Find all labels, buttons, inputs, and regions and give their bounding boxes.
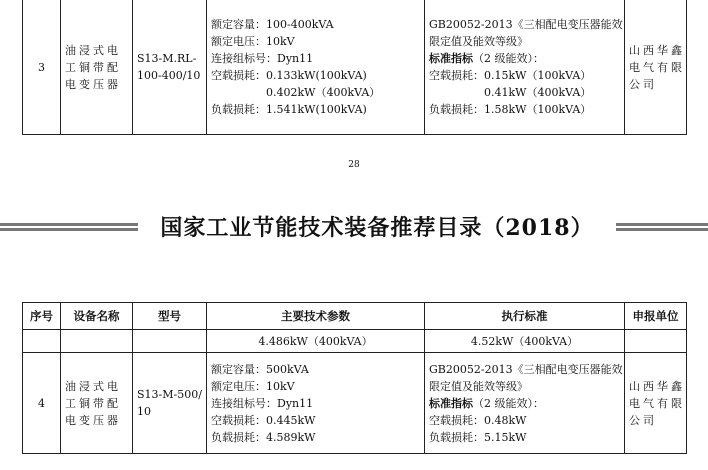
standard-label: 标准指标: [429, 396, 473, 410]
header-index: 序号: [23, 303, 61, 330]
table-header-row: [23, 303, 687, 330]
equipment-table-part1: [22, 0, 687, 135]
applicant-cell: 山西华鑫 电气有限 公司: [625, 0, 687, 135]
params-cell: 额定容量：500kVA 额定电压：10kV 连接组标号：Dyn11 空载损耗：0.445kW 负载损耗：4.589kW: [207, 353, 425, 454]
params-cell: 4.486kW（400kVA）: [207, 330, 425, 353]
table-row: [23, 353, 687, 454]
header-rule-right: [616, 223, 708, 231]
header-standard: 执行标准: [425, 303, 625, 330]
row-index: 3: [23, 0, 61, 135]
document-title: 国家工业节能技术装备推荐目录（2018）: [160, 215, 594, 241]
model-cell: S13-M.RL- 100-400/10: [133, 0, 207, 135]
standard-cell: GB20052-2013《三相配电变压器能效 限定值及能效等级》 标准指标（2 级能效）： 空载损耗：0.48kW 负载损耗：5.15kW: [425, 353, 625, 454]
row-index: 4: [23, 353, 61, 454]
standard-cell: GB20052-2013《三相配电变压器能效 限定值及能效等级》 标准指标（2 级能效）： 空载损耗：0.15kW（100kVA） 0.41kW（400kVA） 负载损耗：1.58kW（100kVA）: [425, 0, 625, 135]
equipment-name: 油浸式电 工铜带配 电变压器: [61, 353, 133, 454]
table-row: [23, 0, 687, 135]
params-cell: 额定容量：100-400kVA 额定电压：10kV 连接组标号：Dyn11 空载损耗：0.133kW(100kVA) 0.402kW（400kVA） 负载损耗：1.541kW(100kVA): [207, 0, 425, 135]
document-header: [0, 208, 708, 248]
header-rule-left: [0, 223, 138, 231]
header-model: 型号: [133, 303, 207, 330]
header-main-params: 主要技术参数: [207, 303, 425, 330]
equipment-name: 油浸式电 工铜带配 电变压器: [61, 0, 133, 135]
applicant-cell: 山西华鑫 电气有限 公司: [625, 353, 687, 454]
page-number: 28: [348, 160, 360, 170]
standard-cell: 4.52kW（400kVA）: [425, 330, 625, 353]
model-cell: S13-M-500/ 10: [133, 353, 207, 454]
header-applicant: 申报单位: [625, 303, 687, 330]
equipment-table-part2: [22, 302, 687, 454]
standard-label: 标准指标: [429, 52, 473, 65]
header-equipment-name: 设备名称: [61, 303, 133, 330]
table-row: [23, 330, 687, 353]
